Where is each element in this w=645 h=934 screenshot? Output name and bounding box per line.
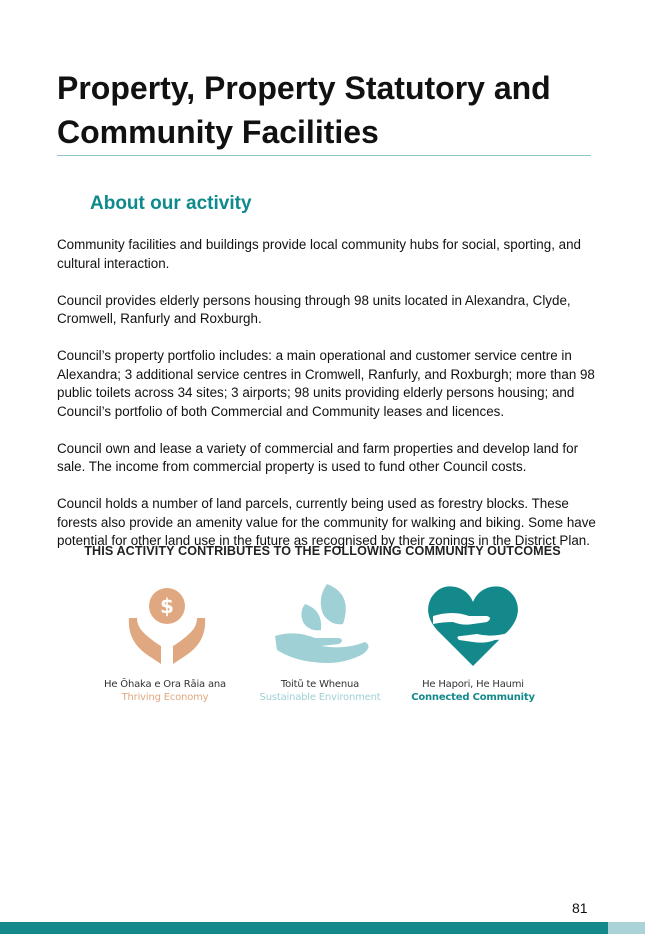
heart-hands-icon: [423, 580, 523, 670]
outcome-english-label: Connected Community: [411, 692, 535, 703]
page-title-line-1: Property, Property Statutory and: [57, 70, 551, 106]
body-text: [57, 236, 597, 569]
page-number: 81: [572, 900, 588, 916]
page-title: [57, 66, 617, 154]
outcome-sustainable-environment: [240, 580, 400, 704]
paragraph-property-portfolio: Council’s property portfolio includes: a main operational and customer service centre in Alexandra; 3 additional service centres in Cromwell, Ranfurly, and Roxburgh; more than 98 public toilets across 34 sites; 3 airports; 98 units providing elderly persons housing; and Council’s portfolio of both Commercial and Community leases and licences.: [57, 348, 595, 419]
outcome-maori-label: He Hapori, He Haumi: [422, 679, 524, 690]
outcome-maori-label: Toitū te Whenua: [280, 679, 360, 690]
paragraph-commercial-properties: Council own and lease a variety of commercial and farm properties and develop land for sale. The income from commercial property is used to fund other Council costs.: [57, 440, 579, 474]
hand-leaves-icon: [265, 580, 375, 670]
svg-text:$: $: [160, 594, 174, 618]
outcome-english-label: Thriving Economy: [121, 692, 209, 703]
paragraph-forestry-blocks: Council holds a number of land parcels, currently being used as forestry blocks. These forests also provide an amenity value for the community for walking and biking. Some have potential for other land use in the future as recognised by their zonings in the District Plan.: [57, 496, 596, 548]
title-divider: [57, 155, 591, 156]
hands-dollar-icon: [115, 580, 215, 670]
outcomes-heading: THIS ACTIVITY CONTRIBUTES TO THE FOLLOWING COMMUNITY OUTCOMES: [84, 544, 561, 558]
paragraph-community-facilities: Community facilities and buildings provide local community hubs for social, sporting, and cultural interaction.: [57, 237, 581, 271]
footer-bar-accent: [608, 922, 645, 934]
outcome-connected-community: [393, 580, 553, 704]
page-title-line-2: Community Facilities: [57, 114, 379, 150]
footer-bar: [0, 922, 608, 934]
section-subtitle: About our activity: [90, 193, 252, 214]
outcome-maori-label: He Ōhaka e Ora Rāia ana: [104, 679, 226, 690]
outcome-english-label: Sustainable Environment: [259, 692, 381, 703]
outcome-thriving-economy: [85, 580, 245, 704]
paragraph-elderly-housing: Council provides elderly persons housing through 98 units located in Alexandra, Clyde, Cromwell, Ranfurly and Roxburgh.: [57, 292, 571, 326]
